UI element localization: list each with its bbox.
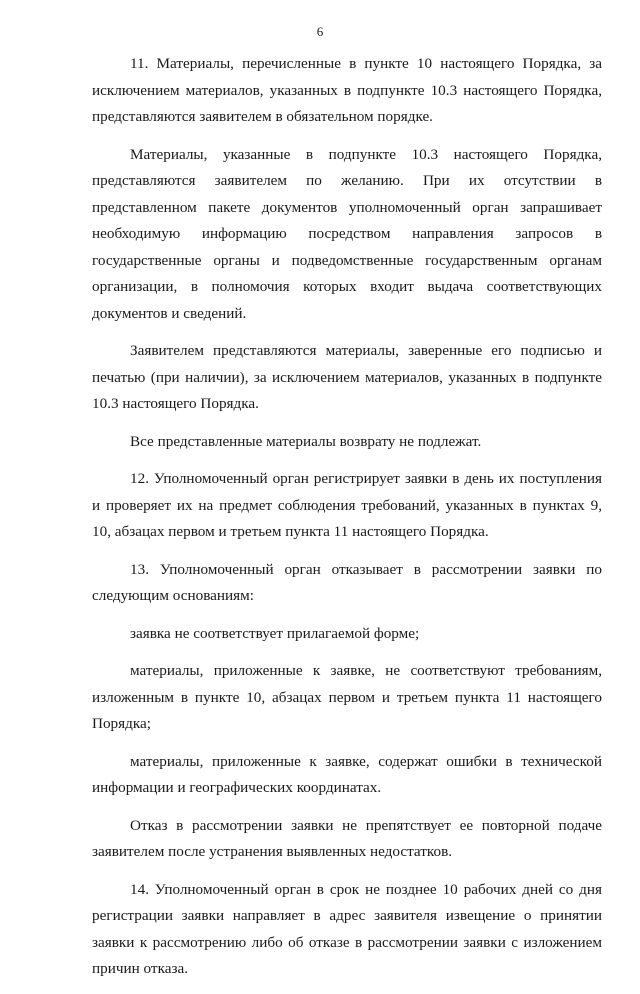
paragraph-materials-optional: Материалы, указанные в подпункте 10.3 настоящего Порядка, представляются заявителем по желанию. При их отсутствии в представленном пакете документов уполномоченный орган запрашивает необходимую информацию посредством направления запросов в государственные органы и подведомственные государственным органам организации, в полномочия которых входит выдача соответствующих документов и сведений. — [92, 145, 602, 322]
paragraph-refusal-resubmission: Отказ в рассмотрении заявки не препятствует ее повторной подаче заявителем после устранения выявленных недостатков. — [92, 816, 602, 860]
paragraph-13-reason-3: материалы, приложенные к заявке, содержат ошибки в технической информации и географических координатах. — [92, 752, 602, 796]
paragraph-14: 14. Уполномоченный орган в срок не позднее 10 рабочих дней со дня регистрации заявки направляет в адрес заявителя извещение о принятии заявки к рассмотрению либо об отказе в рассмотрении заявки с изложением причин отказа. — [92, 880, 602, 977]
paragraph-11: 11. Материалы, перечисленные в пункте 10 настоящего Порядка, за исключением материалов, указанных в подпункте 10.3 настоящего Порядка, представляются заявителем в обязательном порядке. — [92, 55, 602, 125]
paragraph-13: 13. Уполномоченный орган отказывает в рассмотрении заявки по следующим основаниям: — [92, 560, 602, 604]
paragraph-13-reason-1: заявка не соответствует прилагаемой форме; — [130, 624, 420, 642]
paragraph-13-reason-2: материалы, приложенные к заявке, не соответствуют требованиям, изложенным в пункте 10, абзацах первом и третьем пункта 11 настоящего Порядка; — [92, 662, 602, 732]
page-number: 6 — [316, 24, 324, 39]
paragraph-materials-certified: Заявителем представляются материалы, заверенные его подписью и печатью (при наличии), за исключением материалов, указанных в подпункте 10.3 настоящего Порядка. — [92, 342, 602, 412]
paragraph-no-return: Все представленные материалы возврату не подлежат. — [130, 432, 482, 450]
document-body — [92, 51, 602, 994]
paragraph-12: 12. Уполномоченный орган регистрирует заявки в день их поступления и проверяет их на предмет соблюдения требований, указанных в пунктах 9, 10, абзацах первом и третьем пункта 11 настоящего Порядка. — [92, 470, 602, 540]
